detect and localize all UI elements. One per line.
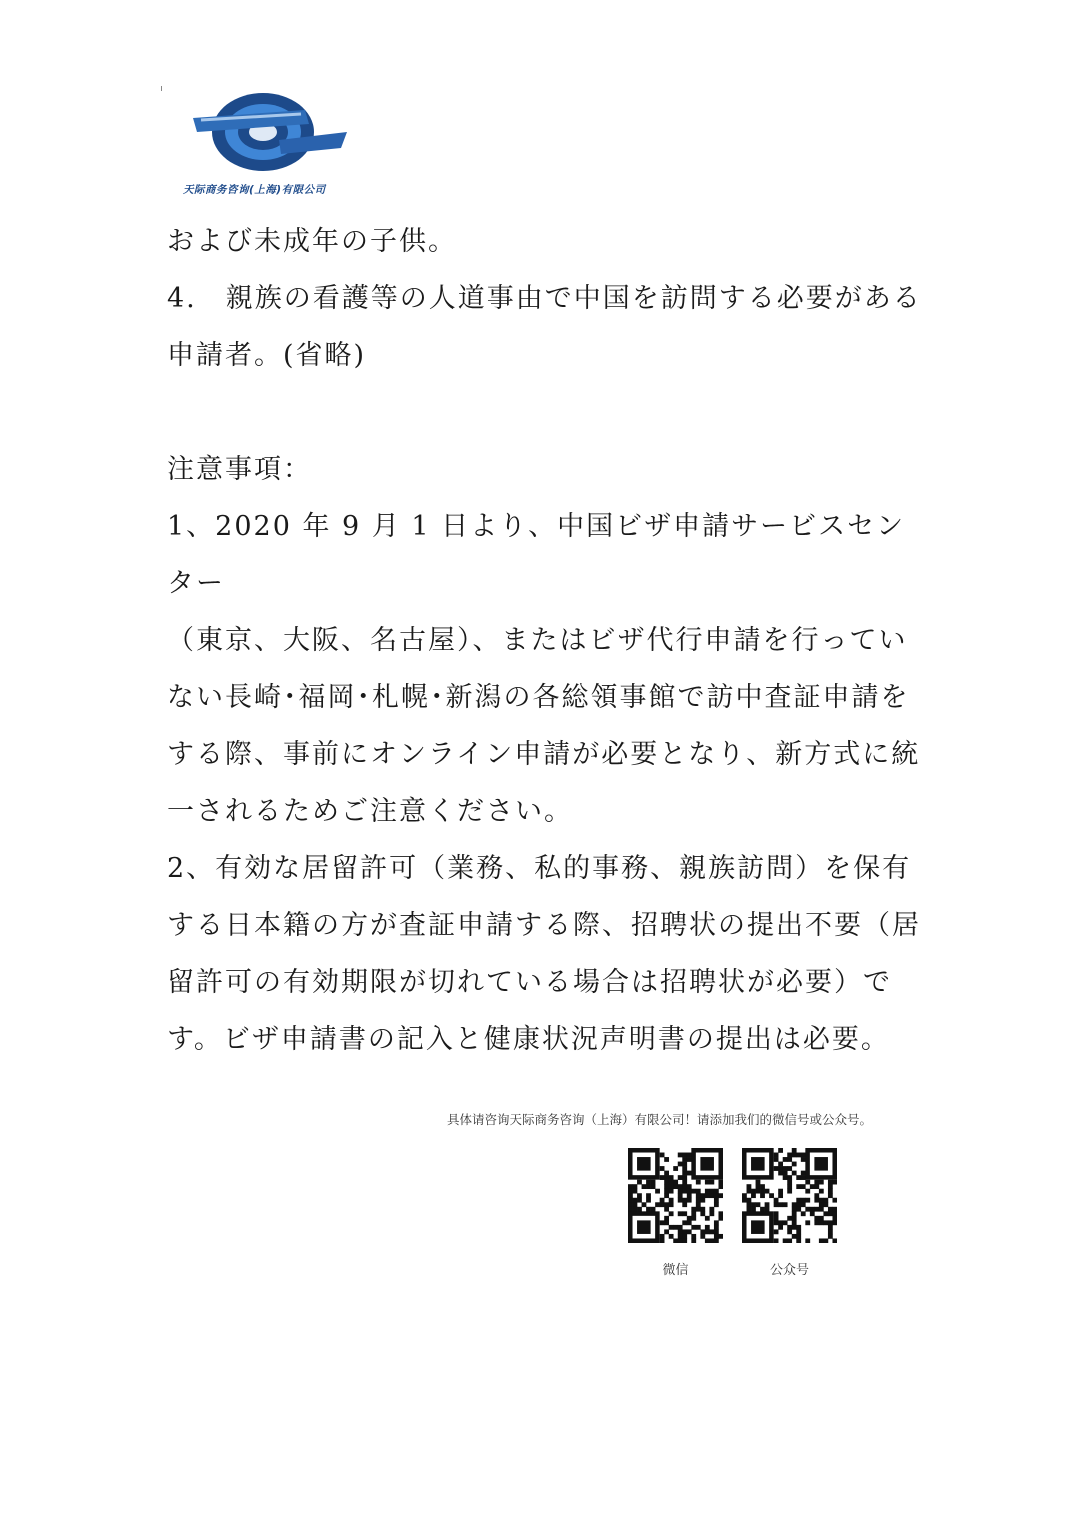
- notes-line: ない長崎･福岡･札幌･新潟の各総領事館で訪中査証申請を: [167, 682, 910, 713]
- official-account-qr-code-icon: [742, 1148, 837, 1243]
- official-account-qr-block: [742, 1148, 837, 1278]
- notes-line: する日本籍の方が査証申請する際、招聘状の提出不要（居: [167, 910, 921, 941]
- notes-line: 一されるためご注意ください。: [167, 796, 573, 827]
- notes-line: 2、有効な居留許可（業務、私的事務、親族訪問）を保有: [167, 853, 912, 884]
- letter-body: [167, 213, 927, 1068]
- company-logo-icon: [183, 88, 363, 180]
- notes-line: 留許可の有効期限が切れている場合は招聘状が必要）で: [167, 967, 892, 998]
- notes-line: 1、2020 年 9 月 1 日より、中国ビザ申請サービスセンター: [167, 511, 906, 599]
- official-account-qr-label: 公众号: [769, 1263, 809, 1278]
- body-line: 4. 親族の看護等の人道事由で中国を訪問する必要がある: [167, 283, 922, 314]
- notes-heading: 注意事項：: [167, 454, 312, 485]
- contact-notice: 具体请咨询天际商务咨询（上海）有限公司！请添加我们的微信号或公众号。: [447, 1112, 873, 1127]
- notes-line: （東京、大阪、名古屋）、またはビザ代行申請を行ってい: [167, 625, 908, 656]
- page-mark: [161, 86, 162, 91]
- wechat-qr-block: [628, 1148, 723, 1278]
- wechat-qr-label: 微信: [662, 1263, 689, 1278]
- spacer: [167, 384, 927, 441]
- company-logo: [183, 88, 363, 203]
- company-name-caption: 天际商务咨询(上海)有限公司: [183, 184, 326, 196]
- body-line: および未成年の子供。: [167, 226, 457, 257]
- notes-line: する際、事前にオンライン申請が必要となり、新方式に統: [167, 739, 921, 770]
- body-line: 申請者。(省略): [167, 340, 367, 371]
- wechat-qr-code-icon: [628, 1148, 723, 1243]
- notes-line: す。ビザ申請書の記入と健康状況声明書の提出は必要。: [167, 1024, 890, 1055]
